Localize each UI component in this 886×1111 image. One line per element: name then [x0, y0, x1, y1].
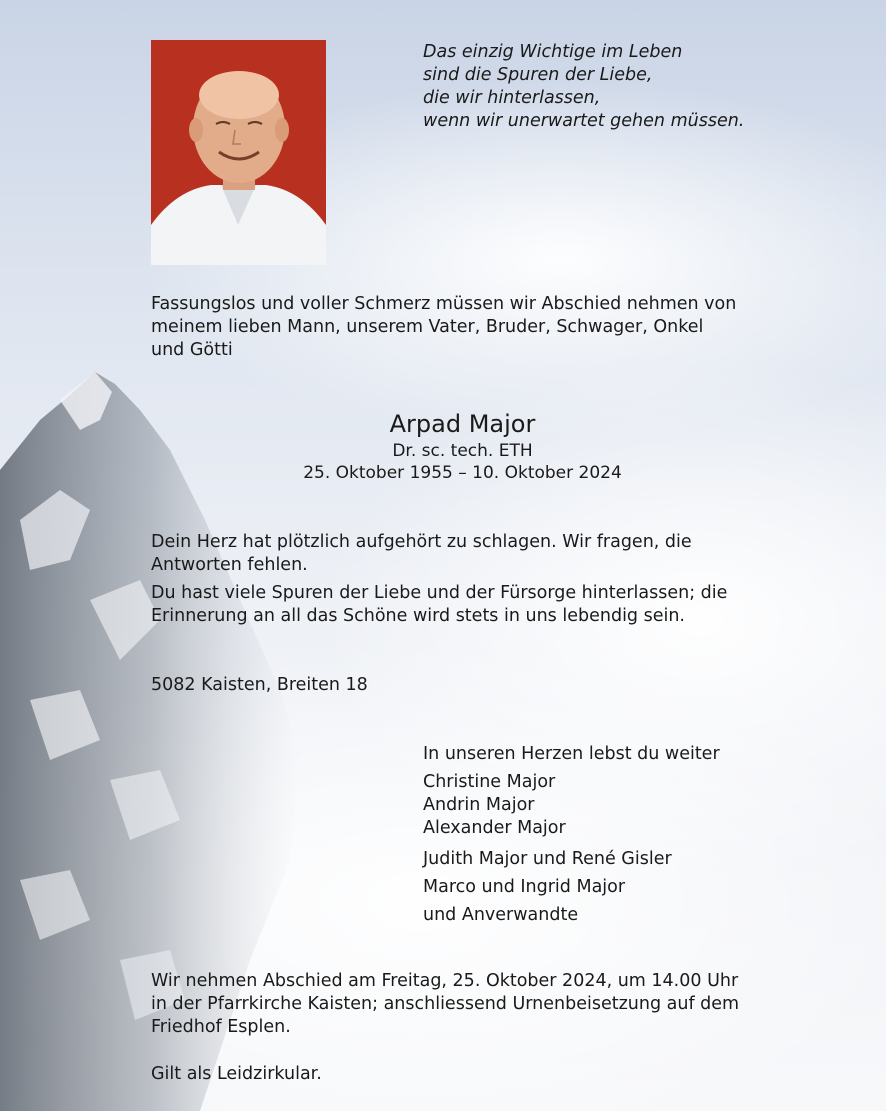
deceased-dates: 25. Oktober 1955 – 10. Oktober 2024 [303, 463, 622, 483]
ceremony-line: Friedhof Esplen. [151, 1017, 291, 1037]
address: 5082 Kaisten, Breiten 18 [151, 675, 368, 695]
deceased-title: Dr. sc. tech. ETH [392, 441, 533, 461]
family-member: Marco und Ingrid Major [423, 877, 626, 897]
ceremony-line: Wir nehmen Abschied am Freitag, 25. Oktober 2024, um 14.00 Uhr [151, 971, 739, 991]
motto-line: wenn wir unerwartet gehen müssen. [423, 111, 745, 131]
ceremony-paragraph [151, 970, 739, 1039]
intro-line: und Götti [151, 340, 233, 360]
motto-line: Das einzig Wichtige im Leben [423, 42, 683, 62]
intro-line: Fassungslos und voller Schmerz müssen wir Abschied nehmen von [151, 294, 737, 314]
message-line: Dein Herz hat plötzlich aufgehört zu schlagen. Wir fragen, die [151, 532, 692, 552]
intro-paragraph [151, 293, 736, 362]
closing-note: Gilt als Leidzirkular. [151, 1064, 322, 1084]
message-paragraph-1 [151, 531, 692, 577]
message-line: Du hast viele Spuren der Liebe und der Fürsorge hinterlassen; die [151, 583, 728, 603]
family-heading: In unseren Herzen lebst du weiter [423, 744, 720, 764]
motto-line: die wir hinterlassen, [423, 88, 601, 108]
deceased-name: Arpad Major [389, 410, 536, 438]
family-others [423, 845, 672, 929]
family-member: Christine Major [423, 772, 556, 792]
intro-line: meinem lieben Mann, unserem Vater, Bruder, Schwager, Onkel [151, 317, 704, 337]
family-members [423, 771, 566, 840]
message-paragraph-2 [151, 582, 727, 628]
family-member: und Anverwandte [423, 905, 579, 925]
motto-line: sind die Spuren der Liebe, [423, 65, 653, 85]
family-member: Judith Major und René Gisler [423, 849, 672, 869]
message-line: Erinnerung an all das Schöne wird stets in uns lebendig sein. [151, 606, 685, 626]
motto-quote [423, 41, 744, 133]
ceremony-line: in der Pfarrkirche Kaisten; anschliessend Urnenbeisetzung auf dem [151, 994, 740, 1014]
message-line: Antworten fehlen. [151, 555, 308, 575]
family-member: Andrin Major [423, 795, 535, 815]
portrait-photo [151, 40, 326, 265]
family-member: Alexander Major [423, 818, 566, 838]
